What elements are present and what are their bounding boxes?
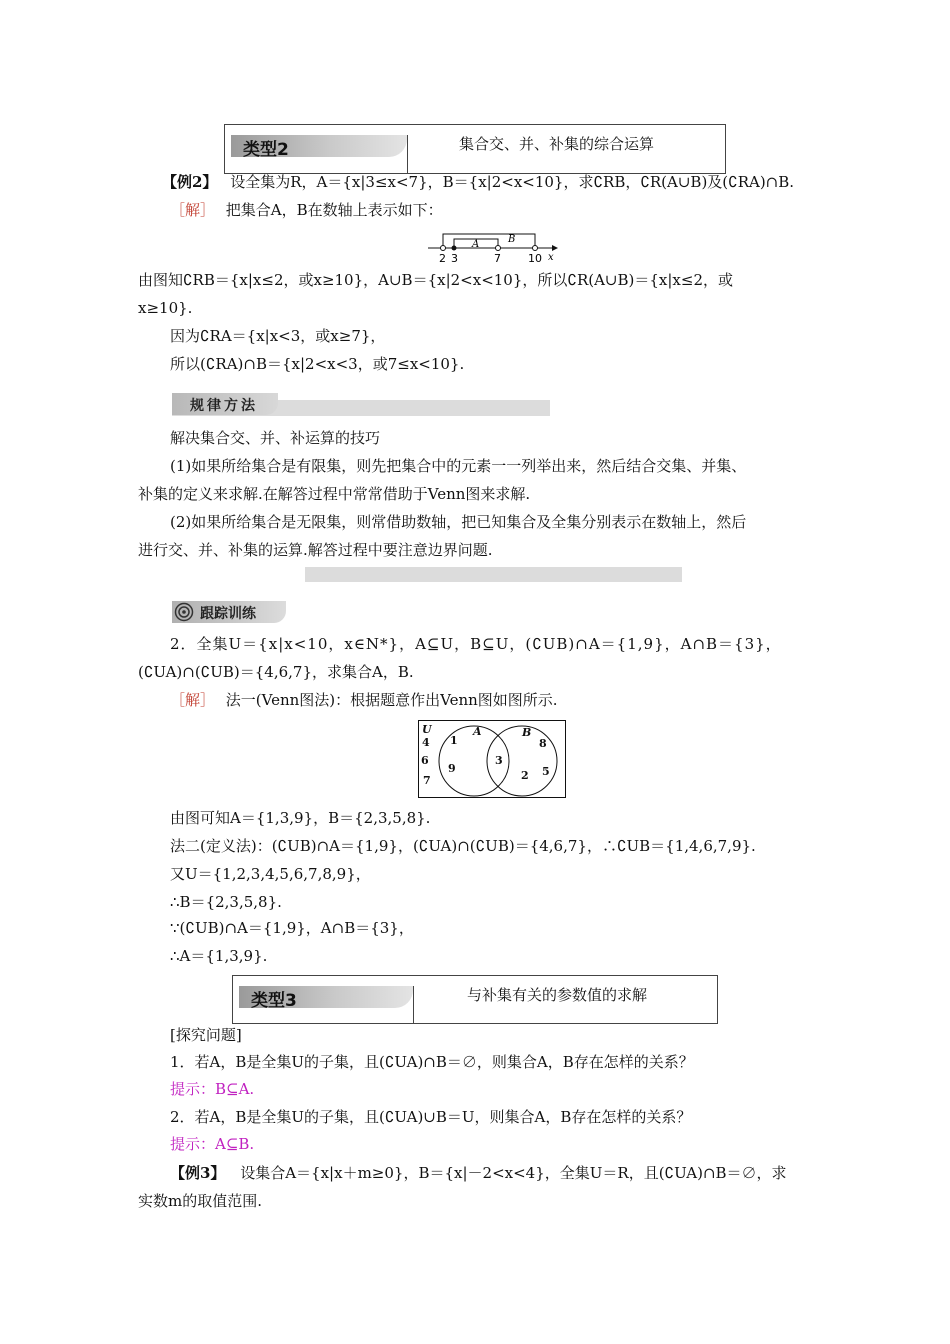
training-solution-label: ［解］: [170, 691, 216, 709]
explore-hint2: 提示：A⊆B.: [170, 1135, 255, 1153]
section-type2-box: [224, 124, 726, 174]
point-2-open: [441, 246, 446, 251]
venn-label-b: B: [522, 726, 532, 739]
section-type2-title: 集合交、并、补集的综合运算: [459, 135, 655, 153]
training-tag: 跟踪训练: [200, 606, 256, 622]
explore-q1: 1．若A，B是全集U的子集，且(∁UA)∩B＝∅，则集合A，B存在怎样的关系？: [170, 1053, 694, 1071]
venn-b-2: 2: [521, 769, 529, 782]
training-line2: 法二(定义法)：(∁UB)∩A＝{1,9}，(∁UA)∩(∁UB)＝{4,6,7}，∴∁UB＝{1,4,6,7,9}.: [170, 837, 756, 855]
tick-label-7: 7: [494, 252, 501, 265]
training-line1: 由图可知A＝{1,3,9}，B＝{2,3,5,8}.: [170, 809, 431, 827]
example3-line1: [170, 1163, 787, 1183]
venn-b-5: 5: [542, 765, 550, 778]
point-10-open: [533, 246, 538, 251]
solution2-intro: 把集合A，B在数轴上表示如下：: [225, 201, 443, 219]
training-solution-intro: 法一(Venn图法)：根据题意作出Venn图如图所示.: [225, 691, 558, 709]
training-line4: ∴B＝{2,3,5,8}.: [170, 893, 282, 911]
venn-both-3: 3: [495, 754, 503, 767]
divider-bar: [305, 567, 682, 582]
section-type3-tag: 类型3: [251, 991, 297, 1011]
solution2-line2: x≥10}.: [138, 299, 193, 317]
section-type2-tag: 类型2: [243, 140, 289, 160]
axis-label-x: x: [548, 252, 554, 263]
training-question-line2: (∁UA)∩(∁UB)＝{4,6,7}，求集合A，B.: [138, 663, 414, 681]
example2-text: 设全集为R，A＝{x|3≤x<7}，B＝{x|2<x<10}，求∁RB，∁R(A∪B)及(∁RA)∩B.: [230, 173, 795, 191]
training-line6: ∴A＝{1,3,9}.: [170, 947, 268, 965]
venn-a-9: 9: [448, 762, 456, 775]
section-divider: [413, 986, 414, 1023]
method-tag: 规律方法: [190, 398, 258, 414]
solution2-line3: 因为∁RA＝{x|x<3，或x≥7}，: [170, 327, 386, 345]
solution2-line4: 所以(∁RA)∩B＝{x|2<x<3，或7≤x<10}.: [170, 355, 465, 373]
solution2-intro-line: [170, 200, 443, 220]
venn-universe-box: [419, 721, 566, 798]
training-solution-intro-line: [170, 690, 558, 710]
point-7-open: [496, 246, 501, 251]
set-b-interval: [443, 234, 535, 248]
training-question-line1: 2．全集U＝{x|x<10，x∈N*}，A⊆U，B⊆U，(∁UB)∩A＝{1,9}，A∩B＝{3}，: [170, 635, 782, 653]
training-line5: ∵(∁UB)∩A＝{1,9}，A∩B＝{3}，: [170, 919, 414, 937]
venn-b-8: 8: [539, 737, 547, 750]
example3-label: 【例3】: [170, 1164, 226, 1182]
example3-text1: 设集合A＝{x|x＋m≥0}，B＝{x|－2<x<4}，全集U＝R，且(∁UA)∩B＝∅，求: [240, 1164, 787, 1182]
venn-outside-6: 6: [421, 754, 429, 767]
target-icon: [174, 602, 194, 622]
venn-outside-4: 4: [422, 736, 430, 749]
tick-label-10: 10: [528, 252, 542, 265]
section-type3-box: [232, 975, 718, 1024]
tick-label-3: 3: [451, 252, 458, 265]
method-p1b: 补集的定义来求解.在解答过程中常常借助于Venn图来求解.: [138, 485, 531, 503]
method-p2b: 进行交、并、补集的运算.解答过程中要注意边界问题.: [138, 541, 493, 559]
point-3-closed: [452, 246, 457, 251]
method-p1a: (1)如果所给集合是有限集，则先把集合中的元素一一列举出来，然后结合交集、并集、: [170, 457, 747, 475]
section-divider: [407, 135, 408, 173]
explore-heading: [探究问题]: [170, 1026, 242, 1044]
training-line3: 又U＝{1,2,3,4,5,6,7,8,9}，: [170, 865, 371, 883]
example2-label: 【例2】: [162, 173, 218, 191]
venn-label-a: A: [473, 725, 482, 738]
venn-outside-7: 7: [423, 774, 431, 787]
explore-q2: 2．若A，B是全集U的子集，且(∁UA)∪B＝U，则集合A，B存在怎样的关系？: [170, 1108, 692, 1126]
section-type3-title: 与补集有关的参数值的求解: [467, 986, 648, 1004]
venn-diagram: [418, 720, 566, 798]
venn-label-u: U: [422, 723, 432, 736]
label-set-b: B: [508, 234, 516, 245]
number-line-figure: [428, 228, 568, 268]
axis-arrow-icon: [552, 245, 558, 251]
solution2-label: ［解］: [170, 201, 216, 219]
solution2-line1: 由图知∁RB＝{x|x≤2，或x≥10}，A∪B＝{x|2<x<10}，所以∁R(A∪B)＝{x|x≤2，或: [138, 271, 733, 289]
example2: [162, 172, 794, 192]
venn-a-1: 1: [450, 734, 458, 747]
tick-label-2: 2: [439, 252, 446, 265]
label-set-a: A: [472, 239, 480, 250]
method-heading: 解决集合交、并、补运算的技巧: [170, 429, 381, 447]
method-p2a: (2)如果所给集合是无限集，则常借助数轴，把已知集合及全集分别表示在数轴上，然后: [170, 513, 747, 531]
example3-line2: 实数m的取值范围.: [138, 1192, 262, 1210]
explore-hint1: 提示：B⊆A.: [170, 1080, 255, 1098]
